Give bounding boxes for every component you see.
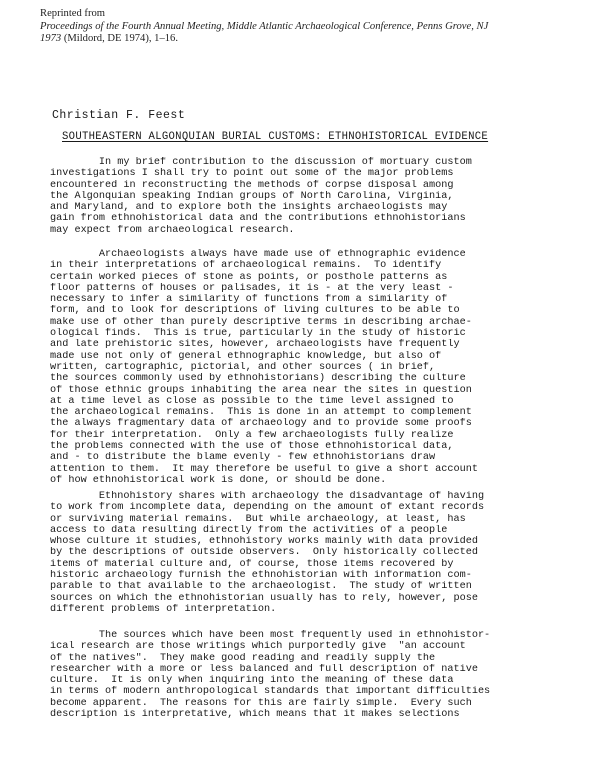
text-line: for their interpretation. Only a few archaeologists fully realize	[50, 429, 454, 441]
text-line: and late prehistoric sites, however, archaeologists have frequently	[50, 339, 460, 351]
text-line: whose culture it studies, ethnohistory works mainly with data provided	[50, 536, 478, 548]
text-line: the problems connected with the use of those ethnohistorical data,	[50, 441, 454, 453]
text-line: parable to that available to the archaeologist. The study of written	[50, 581, 472, 593]
text-line: ological finds. This is true, particularly in the study of historic	[50, 328, 466, 340]
text-line: researcher with a more or less balanced and full description of native	[50, 663, 478, 675]
text-line: the Algonquian speaking Indian groups of North Carolina, Virginia,	[50, 190, 454, 202]
text-line: encountered in reconstructing the methods of corpse disposal among	[50, 179, 454, 191]
text-line: become apparent. The reasons for this are fairly simple. Every such	[50, 697, 472, 709]
text-line: form, and to look for descriptions of living cultures to be able to	[50, 305, 460, 317]
text-line: may expect from archaeological research.	[50, 224, 295, 236]
text-line: the sources commonly used by ethnohistorians) describing the culture	[50, 373, 466, 385]
text-line: the archaeological remains. This is done in an attempt to complement	[50, 407, 472, 419]
text-line: to work from incomplete data, depending on the amount of extant records	[50, 502, 485, 514]
text-line: description is interpretative, which means that it makes selections	[50, 709, 460, 721]
text-line: certain worked pieces of stone as points, or posthole patterns as	[50, 271, 448, 283]
text-line: floor patterns of houses or palisades, it is - at the very least -	[50, 282, 454, 294]
paragraph-2	[50, 249, 580, 486]
text-line: written, cartographic, pictorial, and other sources ( in brief,	[50, 361, 436, 373]
text-line: in terms of modern anthropological standards that important difficulties	[50, 686, 491, 698]
paper-title: SOUTHEASTERN ALGONQUIAN BURIAL CUSTOMS: ETHNOHISTORICAL EVIDENCE	[62, 131, 489, 143]
text-line: or surviving material remains. But while archaeology, at least, has	[50, 513, 466, 525]
text-line: attention to them. It may therefore be useful to give a short account	[50, 463, 478, 475]
text-line: the always fragmentary data of archaeology and to provide some proofs	[50, 418, 472, 430]
author-name: Christian F. Feest	[52, 109, 186, 122]
text-line: In my brief contribution to the discussion of mortuary custom	[50, 157, 472, 168]
text-line: ical research are those writings which purportedly give "an account	[50, 641, 466, 653]
text-line: Ethnohistory shares with archaeology the disadvantage of having	[50, 491, 485, 502]
text-line: culture. It is only when inquiring into the meaning of these data	[50, 675, 454, 687]
reprint-label: Reprinted from	[40, 8, 106, 19]
text-line: of the natives". They make good reading and readily supply the	[50, 652, 436, 664]
text-line: different problems of interpretation.	[50, 603, 277, 615]
text-line: Archaeologists always have made use of ethnographic evidence	[50, 249, 466, 260]
text-line: make use of other than purely descriptive terms in describing archae-	[50, 316, 472, 328]
text-line: at a time level as close as possible to the time level assigned to	[50, 395, 454, 407]
text-line: access to data resulting directly from the activities of a people	[50, 524, 448, 536]
publication-place-pages: (Mildord, DE 1974), 1–16.	[61, 33, 179, 44]
text-line: items of material culture and, of course, those items recovered by	[50, 558, 454, 570]
text-line: made use not only of general ethnographic knowledge, but also of	[50, 350, 442, 362]
text-line: The sources which have been most frequently used in ethnohistor-	[50, 630, 491, 641]
publication-details	[40, 33, 580, 46]
proceedings-title: Proceedings of the Fourth Annual Meeting, Middle Atlantic Archaeological Conference, Penns Grove, NJ	[40, 20, 489, 32]
text-line: and - to distribute the blame evenly - few ethnohistorians draw	[50, 452, 436, 464]
text-line: investigations I shall try to point out some of the major problems	[50, 168, 454, 180]
text-line: of how ethnohistorical work is done, or should be done.	[50, 474, 387, 486]
text-line: historic archaeology furnish the ethnohistorian with information com-	[50, 570, 472, 582]
text-line: and Maryland, and to explore both the insights archaeologists may	[50, 202, 448, 214]
text-line: by the descriptions of outside observers. Only historically collected	[50, 547, 478, 559]
publication-year: 1973	[40, 33, 62, 44]
paragraph-1	[50, 157, 580, 236]
text-line: of those ethnic groups inhabiting the area near the sites in question	[50, 384, 472, 396]
text-line: in their interpretations of archaeological remains. To identify	[50, 260, 442, 272]
text-line: gain from ethnohistorical data and the contributions ethnohistorians	[50, 213, 466, 225]
paragraph-3	[50, 491, 580, 615]
proceedings-citation	[40, 21, 580, 34]
paragraph-4	[50, 630, 580, 720]
text-line: sources on which the ethnohistorian usually has to rely, however, pose	[50, 592, 478, 604]
reprint-note	[40, 8, 580, 46]
text-line: necessary to infer a similarity of functions from a similarity of	[50, 294, 448, 306]
